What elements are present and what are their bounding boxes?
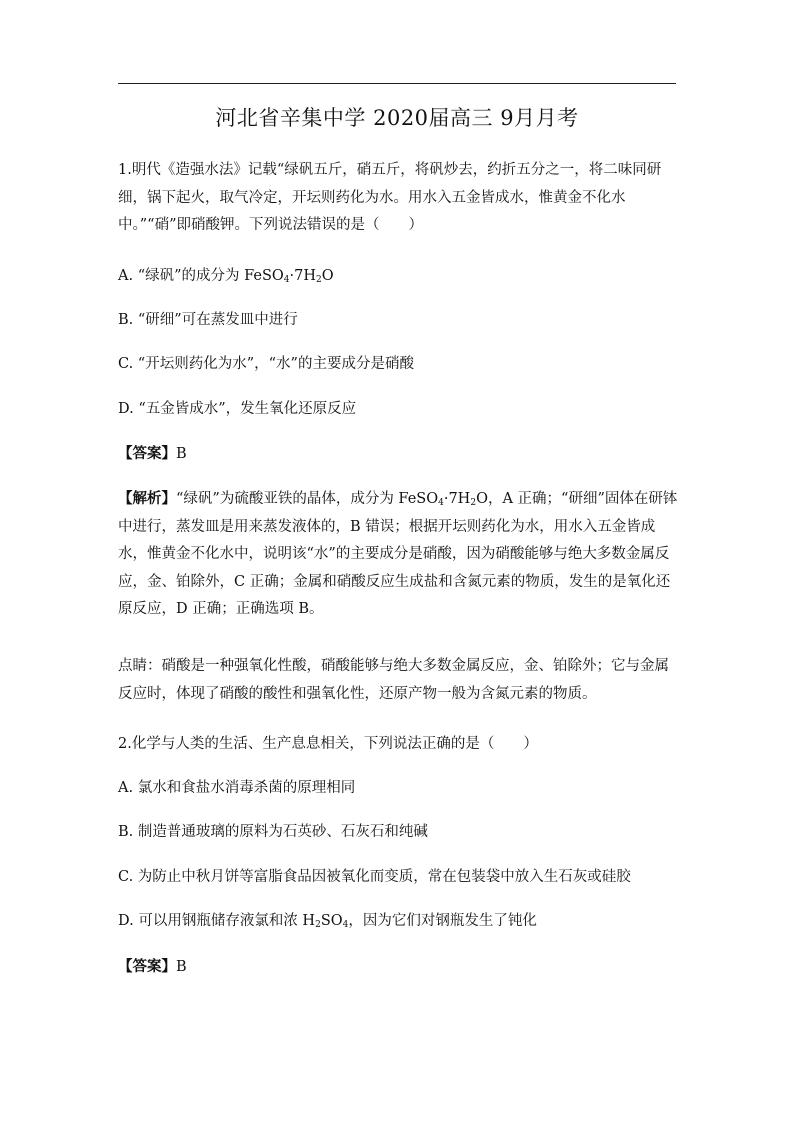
question-1-tip: 点睛：硝酸是一种强氧化性酸，硝酸能够与绝大多数金属反应，金、铂除外；它与金属反应时，体现了硝酸的酸性和强氧化性，还原产物一般为含氮元素的物质。	[118, 658, 669, 702]
answer-label: 【答案】	[118, 445, 176, 462]
analysis-label: 【解析】	[118, 490, 176, 507]
question-2-option-b: B. 制造普通玻璃的原料为石英砂、石灰石和纯碱	[118, 824, 428, 840]
question-1-analysis: 【解析】“绿矾”为硫酸亚铁的晶体，成分为 $FeSO_4\cdot 7H_2O$，A 正确；“研细”固体在研钵中进行，蒸发皿是用来蒸发液体的，B 错误；根据开坛则药化为水，用水入五金皆成水，惟黄金不化水中，说明该“水”的主要成分是硝酸，因为硝酸能够与绝大多数金属反应，金、铂除外，C 正确；金属和硝酸反应生成盐和含氮元素的物质，发生的是氧化还原反应，D 正确；正确选项 B。	[118, 490, 678, 617]
question-2-option-d: D. 可以用钢瓶储存液氯和浓 $H_2SO_4$，因为它们对钢瓶发生了钝化	[118, 913, 537, 930]
page-title: 河北省辛集中学 2020届高三 9月月考	[215, 106, 579, 130]
question-1-option-d: D. “五金皆成水”，发生氧化还原反应	[118, 401, 357, 417]
answer-value: B	[176, 446, 187, 462]
question-1-option-b: B. “研细”可在蒸发皿中进行	[118, 312, 298, 328]
question-2-option-a: A. 氯水和食盐水消毒杀菌的原理相同	[118, 780, 356, 796]
answer-value: B	[176, 959, 187, 975]
header-rule	[118, 83, 676, 84]
question-1-option-a: A. “绿矾”的成分为 $FeSO_4\cdot 7H_2O$	[118, 268, 334, 285]
question-2-answer	[118, 953, 678, 982]
question-1-option-c: C. “开坛则药化为水”，“水”的主要成分是硝酸	[118, 356, 414, 372]
question-1-stem: 1.明代《造强水法》记载“绿矾五斤，硝五斤，将矾炒去，约折五分之一，将二味同研细，锅下起火，取气冷定，开坛则药化为水。用水入五金皆成水，惟黄金不化水中。”“硝”即硝酸钾。下列说法错误的是（ ）	[118, 162, 662, 233]
question-1-answer	[118, 440, 678, 469]
question-2-option-c: C. 为防止中秋月饼等富脂食品因被氧化而变质，常在包装袋中放入生石灰或硅胶	[118, 869, 631, 885]
question-2-stem: 2.化学与人类的生活、生产息息相关，下列说法正确的是（ ）	[118, 736, 538, 752]
answer-label: 【答案】	[118, 958, 176, 975]
